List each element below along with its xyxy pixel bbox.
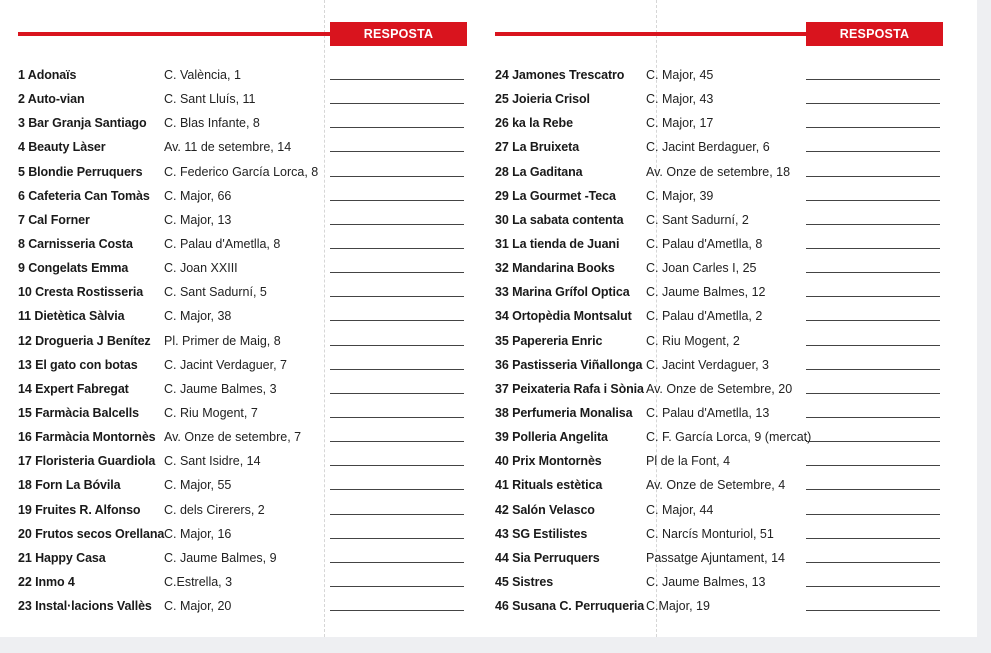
shop-row [495, 503, 943, 527]
answer-blank[interactable] [806, 610, 940, 611]
answer-blank[interactable] [806, 441, 940, 442]
shop-row [18, 575, 467, 599]
shop-row [495, 261, 943, 285]
shop-name: 18 Forn La Bóvila [18, 478, 121, 493]
shop-row [495, 237, 943, 261]
shop-row [18, 116, 467, 140]
answer-blank[interactable] [806, 465, 940, 466]
shop-address: C. Jacint Verdaguer, 3 [646, 357, 769, 372]
answer-blank[interactable] [330, 369, 464, 370]
shop-name: 29 La Gourmet -Teca [495, 188, 616, 203]
shop-name: 31 La tienda de Juani [495, 236, 620, 251]
shop-row [495, 478, 943, 502]
shop-address: C. Joan Carles I, 25 [646, 261, 757, 276]
shop-address: C. F. García Lorca, 9 (mercat) [646, 430, 812, 445]
shop-row [18, 382, 467, 406]
shop-row [18, 68, 467, 92]
answer-blank[interactable] [806, 103, 940, 104]
shop-address: C. Major, 20 [164, 599, 232, 614]
answer-blank[interactable] [806, 369, 940, 370]
shop-row [495, 309, 943, 333]
shop-address: Av. Onze de Setembre, 4 [646, 478, 786, 493]
shop-address: Av. 11 de setembre, 14 [164, 140, 292, 155]
shop-row [18, 503, 467, 527]
shop-row [18, 237, 467, 261]
answer-blank[interactable] [806, 200, 940, 201]
shop-address: C. dels Cirerers, 2 [164, 502, 265, 517]
shop-row [18, 406, 467, 430]
shop-address: C. Major, 17 [646, 116, 714, 131]
shop-name: 27 La Bruixeta [495, 140, 580, 155]
shop-row [495, 358, 943, 382]
shop-name: 36 Pastisseria Viñallonga [495, 357, 643, 372]
answer-blank[interactable] [806, 151, 940, 152]
shop-address: Av. Onze de Setembre, 20 [646, 381, 793, 396]
answer-blank[interactable] [330, 296, 464, 297]
shop-name: 40 Prix Montornès [495, 454, 602, 469]
shop-row [18, 261, 467, 285]
shop-address: C. Blas Infante, 8 [164, 116, 260, 131]
answer-blank[interactable] [330, 465, 464, 466]
shop-name: 41 Rituals estètica [495, 478, 603, 493]
shop-row [495, 406, 943, 430]
shop-name: 34 Ortopèdia Montsalut [495, 309, 632, 324]
shop-row [495, 527, 943, 551]
shop-address: C. Jacint Verdaguer, 7 [164, 357, 287, 372]
answer-blank[interactable] [330, 200, 464, 201]
answer-blank[interactable] [806, 562, 940, 563]
shop-address: Av. Onze de setembre, 18 [646, 164, 791, 179]
shop-address: C. Sant Sadurní, 5 [164, 285, 267, 300]
answer-blank[interactable] [806, 176, 940, 177]
shop-row [495, 285, 943, 309]
shop-name: 14 Expert Fabregat [18, 381, 129, 396]
shop-name: 26 ka la Rebe [495, 116, 573, 131]
shop-name: 38 Perfumeria Monalisa [495, 405, 633, 420]
shop-row [495, 140, 943, 164]
shop-address: C. Major, 44 [646, 502, 714, 517]
shop-row [495, 575, 943, 599]
shop-name: 15 Farmàcia Balcells [18, 405, 139, 420]
shop-row [18, 478, 467, 502]
answer-blank[interactable] [330, 441, 464, 442]
answer-blank[interactable] [806, 393, 940, 394]
shop-row [18, 454, 467, 478]
shop-row [495, 189, 943, 213]
shop-name: 3 Bar Granja Santiago [18, 116, 147, 131]
shop-address: C. Riu Mogent, 2 [646, 333, 740, 348]
shop-name: 17 Floristeria Guardiola [18, 454, 156, 469]
shop-address: C. Major, 66 [164, 188, 232, 203]
answer-blank[interactable] [806, 320, 940, 321]
shop-row [495, 599, 943, 623]
shop-row [18, 527, 467, 551]
shop-row [18, 430, 467, 454]
shop-address: C. Jacint Berdaguer, 6 [646, 140, 770, 155]
answer-blank[interactable] [806, 272, 940, 273]
answer-blank[interactable] [330, 489, 464, 490]
answer-blank[interactable] [330, 151, 464, 152]
shop-name: 12 Drogueria J Benítez [18, 333, 151, 348]
answer-blank[interactable] [330, 272, 464, 273]
shop-address: C. Jaume Balmes, 3 [164, 381, 277, 396]
answer-blank[interactable] [330, 103, 464, 104]
answer-blank[interactable] [330, 514, 464, 515]
shop-name: 43 SG Estilistes [495, 526, 588, 541]
answer-blank[interactable] [330, 538, 464, 539]
shop-address: C. Jaume Balmes, 12 [646, 285, 766, 300]
shop-name: 19 Fruites R. Alfonso [18, 502, 141, 517]
shop-row [18, 285, 467, 309]
resposta-label: RESPOSTA [806, 22, 943, 46]
shop-row [495, 92, 943, 116]
shop-name: 5 Blondie Perruquers [18, 164, 143, 179]
answer-blank[interactable] [806, 127, 940, 128]
answer-blank[interactable] [806, 538, 940, 539]
shop-address: C. Major, 13 [164, 212, 232, 227]
shop-name: 46 Susana C. Perruqueria [495, 599, 645, 614]
shop-name: 39 Polleria Angelita [495, 430, 608, 445]
shop-row [18, 551, 467, 575]
shop-name: 6 Cafeteria Can Tomàs [18, 188, 150, 203]
answer-blank[interactable] [806, 224, 940, 225]
shop-name: 25 Joieria Crisol [495, 92, 590, 107]
shop-address: C. Jaume Balmes, 13 [646, 574, 766, 589]
shop-address: C. Narcís Monturiol, 51 [646, 526, 774, 541]
answer-blank[interactable] [330, 393, 464, 394]
shop-address: C. Major, 45 [646, 68, 714, 82]
shop-address: C. Palau d'Ametlla, 8 [164, 236, 281, 251]
shop-row [18, 165, 467, 189]
shop-name: 28 La Gaditana [495, 164, 583, 179]
shop-name: 35 Papereria Enric [495, 333, 603, 348]
shop-address: Av. Onze de setembre, 7 [164, 430, 302, 445]
answer-blank[interactable] [806, 417, 940, 418]
answer-blank[interactable] [806, 514, 940, 515]
shop-row [18, 92, 467, 116]
shop-address: C. Palau d'Ametlla, 8 [646, 236, 763, 251]
shop-row [495, 334, 943, 358]
shop-row [18, 358, 467, 382]
answer-blank[interactable] [806, 296, 940, 297]
shop-address: C. Major, 43 [646, 92, 714, 107]
shop-address: C. Riu Mogent, 7 [164, 405, 258, 420]
answer-blank[interactable] [806, 345, 940, 346]
shop-name: 45 Sistres [495, 574, 554, 589]
shop-name: 20 Frutos secos Orellana [18, 526, 165, 541]
shop-address: C. Federico García Lorca, 8 [164, 164, 319, 179]
right-column [495, 22, 943, 623]
shop-address: C. Palau d'Ametlla, 2 [646, 309, 763, 324]
shop-address: C. Major, 16 [164, 526, 232, 541]
resposta-label: RESPOSTA [330, 22, 467, 46]
right-list [495, 68, 943, 623]
shop-row [18, 189, 467, 213]
shop-name: 33 Marina Grífol Optica [495, 285, 630, 300]
left-list [18, 68, 467, 623]
shop-address: C.Estrella, 3 [164, 574, 233, 589]
shop-address: Pl de la Font, 4 [646, 454, 731, 469]
shop-address: C. Sant Lluís, 11 [164, 92, 256, 107]
shop-address: C. Major, 38 [164, 309, 232, 324]
shop-address: Passatge Ajuntament, 14 [646, 550, 785, 565]
shop-address: C. Major, 39 [646, 188, 714, 203]
shop-address: Pl. Primer de Maig, 8 [164, 333, 281, 348]
answer-blank[interactable] [330, 176, 464, 177]
shop-name: 32 Mandarina Books [495, 261, 615, 276]
answer-blank[interactable] [330, 562, 464, 563]
answer-blank[interactable] [330, 79, 464, 80]
shop-name: 16 Farmàcia Montornès [18, 430, 156, 445]
shop-row [495, 430, 943, 454]
shop-row [495, 68, 943, 92]
shop-address: C. Sant Sadurní, 2 [646, 212, 749, 227]
shop-name: 44 Sia Perruquers [495, 550, 600, 565]
shop-name: 11 Dietètica Sàlvia [18, 309, 125, 324]
shop-name: 30 La sabata contenta [495, 212, 624, 227]
answer-blank[interactable] [806, 248, 940, 249]
shop-row [495, 382, 943, 406]
answer-blank[interactable] [330, 320, 464, 321]
answer-blank[interactable] [330, 586, 464, 587]
shop-row [18, 599, 467, 623]
shop-address: C. Palau d'Ametlla, 13 [646, 405, 770, 420]
shop-row [18, 213, 467, 237]
shop-name: 42 Salón Velasco [495, 502, 595, 517]
shop-name: 22 Inmo 4 [18, 574, 75, 589]
answer-blank[interactable] [330, 127, 464, 128]
answer-blank[interactable] [330, 248, 464, 249]
shop-name: 13 El gato con botas [18, 357, 138, 372]
shop-row [495, 551, 943, 575]
shop-name: 2 Auto-vian [18, 92, 85, 107]
answer-blank[interactable] [330, 224, 464, 225]
shop-row [18, 334, 467, 358]
shop-name: 21 Happy Casa [18, 550, 106, 565]
shop-address: C. València, 1 [164, 68, 241, 82]
answer-blank[interactable] [806, 586, 940, 587]
shop-row [495, 454, 943, 478]
shop-row [495, 213, 943, 237]
shop-address: C. Joan XXIII [164, 261, 238, 276]
answer-blank[interactable] [806, 79, 940, 80]
answer-blank[interactable] [330, 345, 464, 346]
shop-address: C.Major, 19 [646, 599, 710, 614]
left-header [18, 22, 467, 46]
shop-row [495, 165, 943, 189]
shop-name: 23 Instal·lacions Vallès [18, 599, 152, 614]
shop-row [18, 309, 467, 333]
answer-blank[interactable] [330, 610, 464, 611]
shop-row [18, 140, 467, 164]
shop-name: 4 Beauty Làser [18, 140, 106, 155]
shop-address: C. Sant Isidre, 14 [164, 454, 261, 469]
shop-name: 37 Peixateria Rafa i Sònia [495, 381, 644, 396]
left-column [18, 22, 467, 623]
shop-address: C. Jaume Balmes, 9 [164, 550, 277, 565]
shop-name: 8 Carnisseria Costa [18, 236, 133, 251]
shop-name: 9 Congelats Emma [18, 261, 129, 276]
shop-name: 1 Adonaïs [18, 68, 77, 82]
shop-address: C. Major, 55 [164, 478, 232, 493]
shop-name: 24 Jamones Trescatro [495, 68, 625, 82]
shop-name: 10 Cresta Rostisseria [18, 285, 144, 300]
right-header [495, 22, 943, 46]
answer-blank[interactable] [330, 417, 464, 418]
shop-name: 7 Cal Forner [18, 212, 90, 227]
answer-blank[interactable] [806, 489, 940, 490]
shop-row [495, 116, 943, 140]
